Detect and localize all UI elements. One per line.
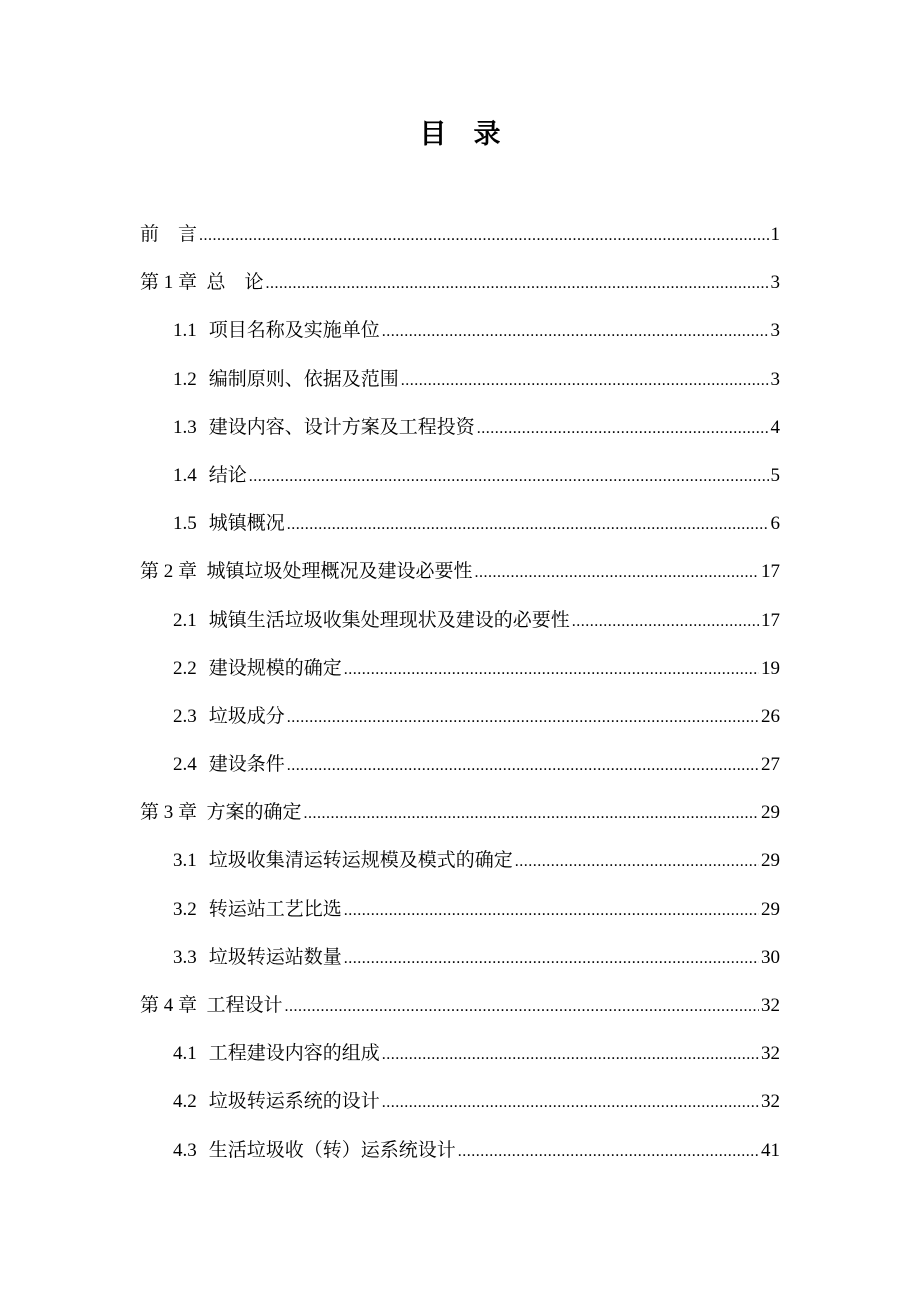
toc-entry-title: 第 2 章 城镇垃圾处理概况及建设必要性 xyxy=(140,561,473,583)
toc-entry-number: 2.4 xyxy=(173,754,197,776)
toc-entry-page-number: 41 xyxy=(761,1139,780,1161)
toc-entry-number: 4.2 xyxy=(173,1091,197,1113)
toc-entry-label xyxy=(173,406,475,450)
toc-entry[interactable] xyxy=(140,309,780,357)
toc-entry[interactable] xyxy=(140,213,780,261)
toc-entry-number: 1.5 xyxy=(173,513,197,535)
toc-entry-page-number: 17 xyxy=(761,561,780,583)
toc-entry-title: 城镇概况 xyxy=(208,513,285,535)
toc-entry-title: 生活垃圾收（转）运系统设计 xyxy=(208,1139,456,1161)
toc-entry-page-number: 3 xyxy=(770,272,780,294)
toc-dot-leader xyxy=(344,937,759,981)
toc-entry-title: 建设条件 xyxy=(208,754,285,776)
toc-entry-title: 垃圾转运站数量 xyxy=(208,946,342,968)
toc-entry-title: 第 4 章 工程设计 xyxy=(140,995,283,1016)
toc-entry-title: 工程建设内容的组成 xyxy=(208,1043,380,1065)
toc-entry[interactable] xyxy=(140,358,780,406)
toc-entry-label xyxy=(173,1080,380,1124)
toc-entry[interactable] xyxy=(140,454,780,502)
toc-entry-title: 建设规模的确定 xyxy=(208,657,342,679)
toc-dot-leader xyxy=(287,696,759,740)
toc-entry-title: 垃圾转运系统的设计 xyxy=(208,1091,380,1113)
toc-entry-number: 4.1 xyxy=(173,1043,197,1065)
toc-entry-title: 前 言 xyxy=(140,224,198,245)
toc-entry-number: 2.3 xyxy=(173,705,197,727)
toc-entry-label xyxy=(173,454,247,498)
toc-entry-title: 转运站工艺比选 xyxy=(208,898,342,920)
toc-entry-number: 2.2 xyxy=(173,657,197,679)
toc-entry[interactable] xyxy=(140,261,780,309)
toc-dot-leader xyxy=(382,1081,759,1125)
toc-entry-title: 第 3 章 方案的确定 xyxy=(140,802,302,824)
toc-entry-label xyxy=(173,1129,456,1173)
toc-entry[interactable] xyxy=(140,984,780,1032)
toc-dot-leader xyxy=(266,262,769,306)
toc-dot-leader xyxy=(285,985,759,1029)
toc-entry-label xyxy=(173,695,285,739)
toc-entry-number: 1.3 xyxy=(173,416,197,438)
toc-entry-label xyxy=(173,358,399,402)
toc-dot-leader xyxy=(199,214,768,258)
toc-entry-page-number: 29 xyxy=(761,850,780,872)
toc-entry[interactable] xyxy=(140,936,780,984)
toc-dot-leader xyxy=(304,792,759,836)
toc-entry-label xyxy=(173,743,285,787)
toc-entry-page-number: 6 xyxy=(770,513,780,535)
toc-entry-page-number: 32 xyxy=(761,995,780,1016)
toc-entry[interactable] xyxy=(140,743,780,791)
toc-dot-leader xyxy=(382,310,769,354)
toc-entry-number: 1.4 xyxy=(173,464,197,486)
toc-entry[interactable] xyxy=(140,502,780,550)
toc-entry-title: 垃圾收集清运转运规模及模式的确定 xyxy=(208,850,513,872)
toc-entry-page-number: 4 xyxy=(770,416,780,438)
toc-entry-label xyxy=(140,791,302,835)
toc-dot-leader xyxy=(344,648,759,692)
toc-entry[interactable] xyxy=(140,1129,780,1177)
toc-dot-leader xyxy=(401,359,769,403)
toc-entry-label xyxy=(173,839,513,883)
toc-entry-page-number: 27 xyxy=(761,754,780,776)
toc-entry-label xyxy=(173,647,342,691)
toc-entry-label xyxy=(173,599,570,643)
toc-entry-title: 城镇生活垃圾收集处理现状及建设的必要性 xyxy=(208,609,570,631)
toc-entry-page-number: 3 xyxy=(770,368,780,390)
toc-entry-label xyxy=(173,502,285,546)
toc-entry-label xyxy=(173,888,342,932)
toc-entry-label xyxy=(173,936,342,980)
toc-entry-number: 1.2 xyxy=(173,368,197,390)
toc-entry[interactable] xyxy=(140,406,780,454)
toc-dot-leader xyxy=(458,1130,759,1174)
toc-entry-page-number: 30 xyxy=(761,946,780,968)
toc-entry-title: 建设内容、设计方案及工程投资 xyxy=(208,416,475,438)
toc-dot-leader xyxy=(382,1033,759,1077)
toc-entry[interactable] xyxy=(140,647,780,695)
toc-entry-label xyxy=(140,261,264,305)
toc-entry[interactable] xyxy=(140,1080,780,1128)
toc-entry-number: 3.1 xyxy=(173,850,197,872)
toc-entry-title: 垃圾成分 xyxy=(208,705,285,727)
toc-entry-number: 2.1 xyxy=(173,609,197,631)
toc-dot-leader xyxy=(475,551,759,595)
toc-entry-page-number: 19 xyxy=(761,657,780,679)
toc-dot-leader xyxy=(287,503,769,547)
toc-entry-page-number: 32 xyxy=(761,1091,780,1113)
toc-dot-leader xyxy=(344,889,759,933)
toc-entry-page-number: 3 xyxy=(770,320,780,342)
toc-entry-number: 4.3 xyxy=(173,1139,197,1161)
toc-entry-page-number: 5 xyxy=(770,464,780,486)
toc-entry[interactable] xyxy=(140,888,780,936)
toc-entry-label xyxy=(140,984,283,1028)
toc-dot-leader xyxy=(477,407,769,451)
toc-dot-leader xyxy=(515,840,759,884)
page-title: 目 录 xyxy=(419,119,501,149)
toc-dot-leader xyxy=(572,600,759,644)
toc-entry[interactable] xyxy=(140,695,780,743)
toc-dot-leader xyxy=(287,744,759,788)
toc-entry-page-number: 29 xyxy=(761,898,780,920)
toc-dot-leader xyxy=(249,455,769,499)
toc-entry-label xyxy=(140,213,197,257)
toc-entry-title: 结论 xyxy=(208,464,247,486)
toc-entry-title: 项目名称及实施单位 xyxy=(208,320,380,342)
toc-entry-page-number: 26 xyxy=(761,705,780,727)
toc-entry-title: 编制原则、依据及范围 xyxy=(208,368,399,390)
toc-entry-page-number: 32 xyxy=(761,1043,780,1065)
toc-entry[interactable] xyxy=(140,599,780,647)
toc-entry[interactable] xyxy=(140,839,780,887)
table-of-contents xyxy=(140,213,780,1177)
toc-entry-label xyxy=(140,550,473,594)
toc-entry-page-number: 1 xyxy=(770,224,780,245)
toc-entry-number: 1.1 xyxy=(173,320,197,342)
toc-entry[interactable] xyxy=(140,1032,780,1080)
toc-entry-page-number: 17 xyxy=(761,609,780,631)
toc-entry-number: 3.3 xyxy=(173,946,197,968)
toc-entry-title: 第 1 章 总 论 xyxy=(140,272,264,294)
toc-entry-page-number: 29 xyxy=(761,802,780,824)
toc-entry[interactable] xyxy=(140,791,780,839)
toc-entry-label xyxy=(173,1032,380,1076)
toc-entry-number: 3.2 xyxy=(173,898,197,920)
toc-entry-label xyxy=(173,309,380,353)
toc-entry[interactable] xyxy=(140,550,780,598)
